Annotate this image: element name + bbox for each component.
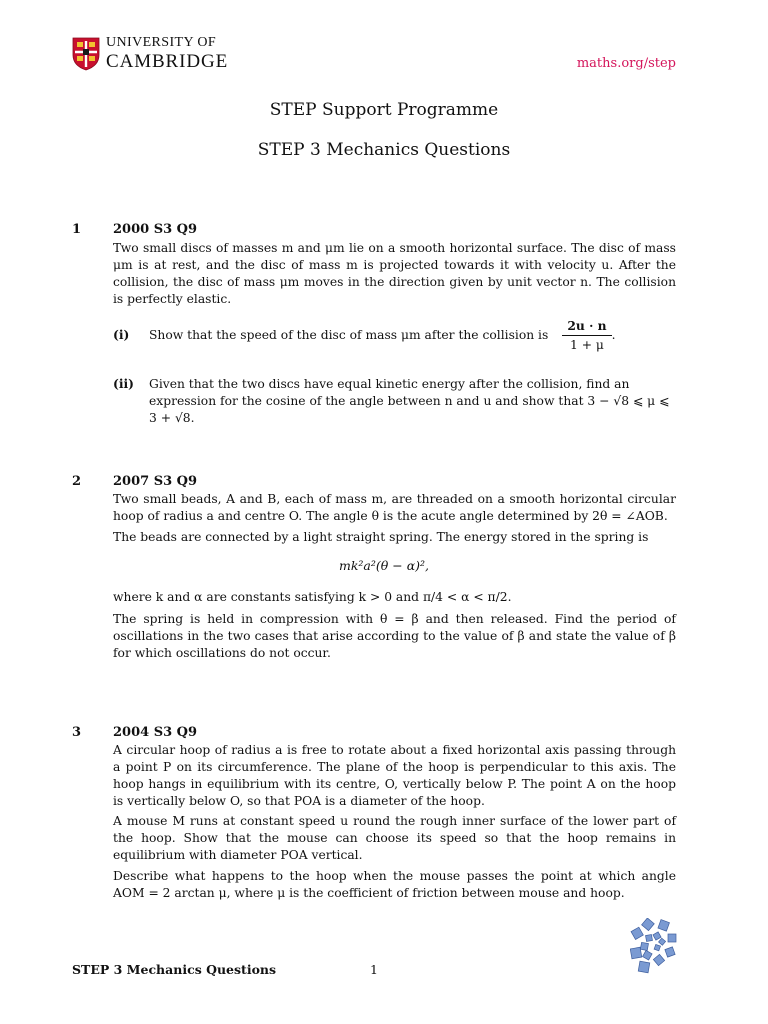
site-link[interactable]: maths.org/step [576,56,676,71]
question-2-para-1: Two small beads, A and B, each of mass m, are threaded on a smooth horizontal circular hoop of radius a and centre O. The angle θ is the acute angle determined by 2θ = ∠AOB. [113,492,676,523]
question-2-para-3: where k and α are constants satisfying k > 0 and π/4 < α < π/2. [113,590,512,604]
question-2-heading: 2007 S3 Q9 [113,474,198,489]
question-1-heading: 2000 S3 Q9 [113,222,198,237]
question-3-para-2: A mouse M runs at constant speed u round the rough inner surface of the lower part of the hoop. Show that the mouse can choose its speed so that the hoop remains in equilibrium with diameter POA vertical. [113,814,676,862]
question-2-number: 2 [72,474,82,489]
question-2-para-2: The beads are connected by a light straight spring. The energy stored in the spring is [113,530,649,544]
page-subtitle: STEP 3 Mechanics Questions [257,140,511,160]
question-3-heading: 2004 S3 Q9 [113,725,198,740]
university-logo [72,36,228,71]
footer-title: STEP 3 Mechanics Questions [72,962,277,977]
university-line1: UNIVERSITY OF [106,35,217,50]
speed-fraction-denominator: 1 + μ [569,338,604,352]
question-1-number: 1 [72,222,82,237]
question-1-part-ii-text: Given that the two discs have equal kinetic energy after the collision, find an expression for the cosine of the angle between n and u and show that 3 − √8 ⩽ μ ⩽ 3 + √8. [149,377,670,425]
speed-fraction [562,317,611,354]
university-line2: CAMBRIDGE [106,51,229,72]
question-1-intro: Two small discs of masses m and μm lie on a smooth horizontal surface. The disc of mass μm is at rest, and the disc of mass m is projected towards it with velocity u. After the collision, the disc of mass μm moves in the direction given by unit vector n. The collision is perfectly elastic. [113,241,676,306]
question-1-part-i-tail: . [611,328,616,342]
question-3-number: 3 [72,725,82,740]
cambridge-crest-icon [72,37,100,71]
speed-fraction-numerator: 2u · n [562,317,611,336]
spring-energy-formula: mk²a²(θ − α)², [338,558,430,573]
question-3-para-3: Describe what happens to the hoop when the mouse passes the point at which angle AOM = 2 arctan μ, where μ is the coefficient of friction between mouse and hoop. [113,869,676,900]
step-spiral-logo-icon [630,918,680,974]
question-1-part-i-label: (i) [113,327,130,342]
question-1-part-ii-label: (ii) [113,376,134,391]
question-1-part-i-text: Show that the speed of the disc of mass μm after the collision is [149,328,549,342]
question-3-para-1: A circular hoop of radius a is free to rotate about a fixed horizontal axis passing through a point P on its circumference. The plane of the hoop is perpendicular to this axis. The hoop hangs in equilibrium with its centre, O, vertically below P. The point A on the hoop is vertically below O, so that POA is a diameter of the hoop. [113,743,676,808]
question-1-part-i [149,317,679,354]
page-title: STEP Support Programme [269,100,499,120]
question-2-para-4: The spring is held in compression with θ = β and then released. Find the period of oscillations in the two cases that arise according to the value of β and state the value of β for which oscillations do not occur. [113,612,676,660]
page-number: 1 [370,962,378,977]
